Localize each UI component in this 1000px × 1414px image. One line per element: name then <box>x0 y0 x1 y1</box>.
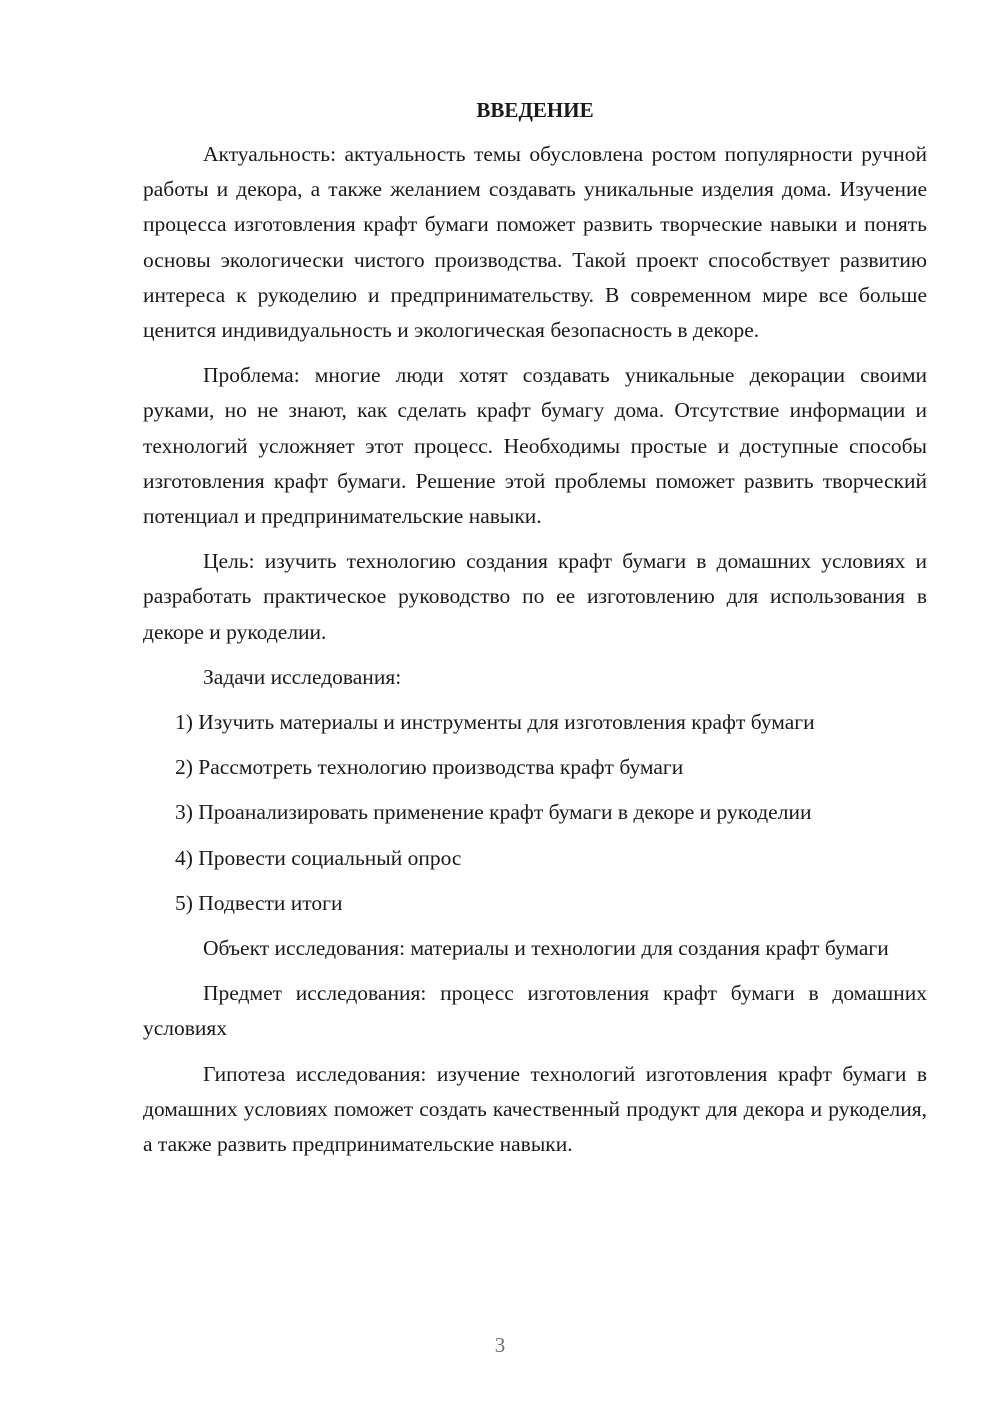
list-item: 5) Подвести итоги <box>175 890 343 915</box>
page-body <box>143 95 927 1172</box>
list-item: 2) Рассмотреть технологию производства крафт бумаги <box>175 755 684 780</box>
relevance-paragraph: Актуальность: актуальность темы обусловлена ростом популярности ручной работы и декора, а также желанием создавать уникальные изделия дома. Изучение процесса изготовления крафт бумаги поможет развить творческие навыки и понять основы экологически чистого производства. Такой проект способствует развитию интереса к рукоделию и предпринимательству. В современном мире все больше ценится индивидуальность и экологическая безопасность в декоре. <box>143 142 927 343</box>
tasks-list <box>143 705 927 921</box>
page-heading: ВВЕДЕНИЕ <box>476 98 594 122</box>
tasks-label: Задачи исследования: <box>203 664 402 689</box>
list-item: 4) Провести социальный опрос <box>175 845 462 870</box>
subject-paragraph: Предмет исследования: процесс изготовления крафт бумаги в домашних условиях <box>143 981 927 1041</box>
hypothesis-paragraph: Гипотеза исследования: изучение технологий изготовления крафт бумаги в домашних условиях поможет создать качественный продукт для декора и рукоделия, а также развить предпринимательские навыки. <box>143 1061 927 1157</box>
goal-paragraph: Цель: изучить технологию создания крафт бумаги в домашних условиях и разработать практическое руководство по ее изготовлению для использования в декоре и рукоделии. <box>143 549 927 644</box>
list-item: 1) Изучить материалы и инструменты для изготовления крафт бумаги <box>175 710 815 735</box>
problem-paragraph: Проблема: многие люди хотят создавать уникальные декорации своими руками, но не знают, как сделать крафт бумагу дома. Отсутствие информации и технологий усложняет этот процесс. Необходимы простые и доступные способы изготовления крафт бумаги. Решение этой проблемы поможет развить творческий потенциал и предпринимательские навыки. <box>143 363 927 529</box>
list-item: 3) Проанализировать применение крафт бумаги в декоре и рукоделии <box>175 800 812 825</box>
page-number: 3 <box>494 1333 506 1357</box>
object-paragraph: Объект исследования: материалы и технологии для создания крафт бумаги <box>203 936 889 961</box>
